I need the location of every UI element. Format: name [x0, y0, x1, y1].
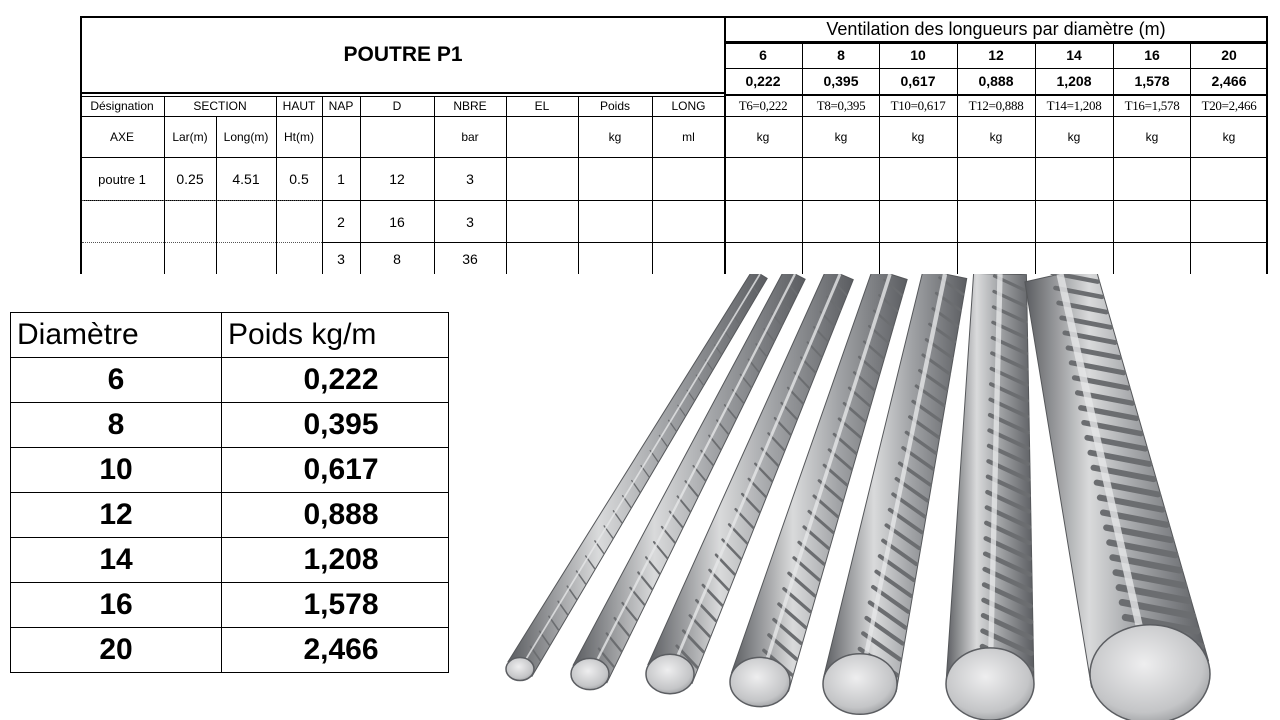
table-row	[11, 493, 449, 538]
weight-table-header	[11, 313, 449, 358]
row2-nap: 2	[337, 214, 345, 230]
unit-poids: kg	[608, 130, 622, 144]
poids-cell: 1,578	[222, 583, 449, 628]
unit-lar: Lar(m)	[172, 130, 208, 144]
beam-spreadsheet	[80, 16, 1268, 274]
unit-nbre: bar	[461, 130, 479, 144]
diametre-cell: 14	[11, 538, 222, 583]
type-cell-12: T12=0,888	[968, 98, 1024, 113]
unit-ml: ml	[682, 130, 695, 144]
header-designation: Désignation	[90, 99, 154, 113]
table-row	[11, 448, 449, 493]
unit-axe: AXE	[109, 130, 134, 144]
poids-cell: 1,208	[222, 538, 449, 583]
diametre-cell: 10	[11, 448, 222, 493]
weight-cell-12: 0,888	[978, 73, 1014, 89]
row3-nbre: 36	[462, 251, 478, 267]
diameter-cell-10: 10	[910, 47, 926, 63]
poids-cell: 0,395	[222, 403, 449, 448]
diameter-cell-14: 14	[1066, 47, 1082, 63]
row2-d: 16	[389, 214, 405, 230]
row3-d: 8	[393, 251, 401, 267]
row1-ht: 0.5	[289, 171, 309, 187]
rebar-illustration	[490, 274, 1280, 720]
row1-nbre: 3	[466, 171, 474, 187]
diametre-cell: 6	[11, 358, 222, 403]
beam-spreadsheet-left	[80, 16, 725, 274]
ventilation-title: Ventilation des longueurs par diamètre (m)	[724, 16, 1268, 42]
header-poids-kg-m: Poids kg/m	[222, 313, 449, 358]
weight-cell-16: 1,578	[1134, 73, 1170, 89]
table-row	[11, 538, 449, 583]
poids-cell: 0,888	[222, 493, 449, 538]
row1-long: 4.51	[232, 171, 260, 187]
rebar-bar-7	[1025, 274, 1210, 720]
unit-kg-cell-6: kg	[756, 130, 770, 144]
sheet-title: POUTRE P1	[80, 16, 724, 94]
header-diametre: Diamètre	[11, 313, 222, 358]
row2-nbre: 3	[466, 214, 474, 230]
unit-kg-cell-16: kg	[1145, 130, 1159, 144]
header-haut: HAUT	[282, 99, 316, 113]
row1-d: 12	[389, 171, 405, 187]
header-section: SECTION	[193, 99, 247, 113]
type-cell-16: T16=1,578	[1124, 98, 1180, 113]
unit-kg-cell-12: kg	[989, 130, 1003, 144]
weight-cell-14: 1,208	[1056, 73, 1092, 89]
header-long: LONG	[671, 99, 706, 113]
diametre-cell: 20	[11, 628, 222, 673]
table-row	[11, 358, 449, 403]
unit-kg-cell-10: kg	[911, 130, 925, 144]
ventilation-table	[724, 16, 1268, 274]
poids-cell: 0,617	[222, 448, 449, 493]
type-cell-6: T6=0,222	[738, 98, 788, 113]
header-poids: Poids	[599, 99, 631, 113]
unit-kg-cell-8: kg	[834, 130, 848, 144]
weight-per-meter-table	[10, 312, 449, 673]
table-row	[11, 628, 449, 673]
table-row	[11, 583, 449, 628]
unit-ht: Ht(m)	[284, 130, 314, 144]
row1-nap: 1	[337, 171, 345, 187]
diameter-cell-8: 8	[837, 47, 845, 63]
row1-designation: poutre 1	[98, 171, 146, 187]
diameter-cell-16: 16	[1144, 47, 1160, 63]
diametre-cell: 16	[11, 583, 222, 628]
weight-cell-20: 2,466	[1211, 73, 1247, 89]
rebar-bar-6	[946, 274, 1034, 720]
table-row	[11, 403, 449, 448]
diameter-cell-20: 20	[1221, 47, 1237, 63]
row1-lar: 0.25	[176, 171, 204, 187]
row3-nap: 3	[337, 251, 345, 267]
type-cell-14: T14=1,208	[1046, 98, 1102, 113]
poids-cell: 2,466	[222, 628, 449, 673]
header-d: D	[392, 99, 402, 113]
weight-cell-8: 0,395	[823, 73, 859, 89]
diameter-cell-6: 6	[759, 47, 767, 63]
weight-cell-6: 0,222	[745, 73, 781, 89]
type-cell-8: T8=0,395	[816, 98, 866, 113]
diametre-cell: 8	[11, 403, 222, 448]
unit-kg-cell-20: kg	[1222, 130, 1236, 144]
header-el: EL	[534, 99, 550, 113]
diametre-cell: 12	[11, 493, 222, 538]
poids-cell: 0,222	[222, 358, 449, 403]
header-nap: NAP	[328, 99, 354, 113]
type-cell-20: T20=2,466	[1201, 98, 1257, 113]
weight-cell-10: 0,617	[900, 73, 936, 89]
diameter-cell-12: 12	[988, 47, 1004, 63]
type-cell-10: T10=0,617	[890, 98, 946, 113]
header-nbre: NBRE	[453, 99, 487, 113]
unit-long: Long(m)	[223, 130, 269, 144]
unit-kg-cell-14: kg	[1067, 130, 1081, 144]
